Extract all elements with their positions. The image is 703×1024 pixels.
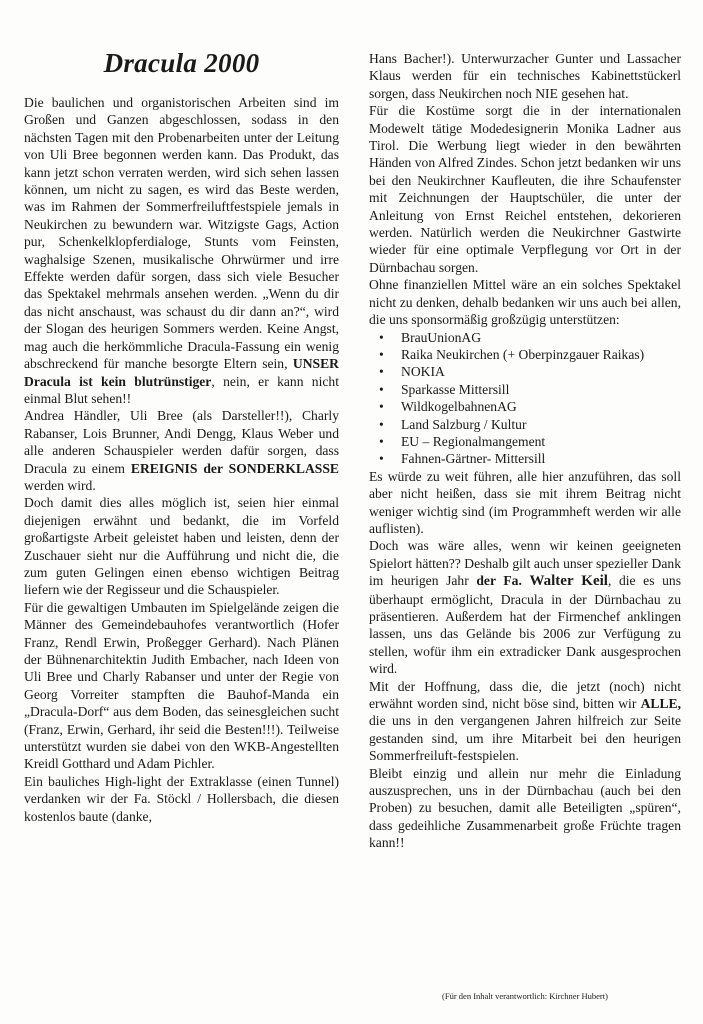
bullet-icon: • xyxy=(379,329,384,345)
sponsor-list xyxy=(369,329,681,468)
paragraph-tunnel: Ein bauliches High-light der Extraklasse (einen Tunnel) verdanken wir der Fa. Stöckl / Hollersbach, die diesen kostenlos baute (danke, xyxy=(24,773,339,824)
footer-credit: (Für den Inhalt verantwortlich: Kirchner Hubert) xyxy=(442,991,608,1001)
paragraph-thanks: Doch damit dies alles möglich ist, seien hier einmal diejenigen erwähnt und bedankt, die im Vorfeld großartigste Arbeit geleistet haben und leisten, denn der Zuschauer sieht nur die Aufführung und nicht die, die zum guten Gelingen einen ebenso wichtigen Beitrag liefern wie der Regisseur und die Schauspieler. xyxy=(24,495,339,598)
sponsor-name: BrauUnionAG xyxy=(401,329,482,345)
bullet-icon: • xyxy=(379,433,384,449)
venue-end-text: , die es uns überhaupt ermöglicht, Dracula in der Dürnbachau zu präsentieren. Außerdem hat der Firmenchef anklingen lassen, uns das Gelände bis 2006 zur Verfügung zu stellen, wofür ihm ein extradicker Dank ausgesprochen wird. xyxy=(369,573,681,677)
sponsor-name: WildkogelbahnenAG xyxy=(401,399,517,415)
bullet-icon: • xyxy=(379,451,384,467)
paragraph-hope xyxy=(369,678,681,765)
paragraph-intro xyxy=(24,94,339,407)
list-item xyxy=(379,346,681,363)
list-item xyxy=(379,398,681,415)
hope-text: Mit der Hoffnung, dass die, die jetzt (noch) nicht erwähnt worden sind, nicht böse sind, bitten wir xyxy=(369,678,681,712)
paragraph-invitation: Bleibt einzig und allein nur mehr die Einladung auszusprechen, uns in der Dürnbachau (auch bei den Proben) zu besuchen, damit alle Beteiligten „spüren“, dass gedeihliche Zusammenarbeit große Früchte tragen kann!! xyxy=(369,765,681,851)
list-item xyxy=(379,433,681,450)
venue-bold-text: der Fa. xyxy=(476,573,522,589)
venue-company-name: Walter Keil xyxy=(529,573,608,590)
sponsor-name: NOKIA xyxy=(401,364,445,380)
paragraph-cast xyxy=(24,407,339,494)
paragraph-technical: Hans Bacher!). Unterwurzacher Gunter und Lassacher Klaus werden für ein technisches Kabinettstückerl sorgen, dass Neukirchen noch NIE gesehen hat. xyxy=(369,51,681,101)
list-item xyxy=(379,450,681,467)
bullet-icon: • xyxy=(379,399,384,415)
cast-bold-text: EREIGNIS der SONDERKLASSE xyxy=(130,460,339,476)
intro-text: Die baulichen und organistorischen Arbeiten sind im Großen und Ganzen abgeschlossen, sodass in den nächsten Tagen mit den Probenarbeiten unter der Leitung von Uli Bree begonnen werden kann. Das Produkt, das kann jetzt schon verraten werden, wird sich sehen lassen können, um nicht zu sagen, es wird das Beste werden, was im Rahmen der Sommerfreiluftfestspiele jemals in Neukirchen zu bewundern war. Witzigste Gags, Action pur, Schenkelklopferdialoge, Stunts vom Feinsten, waghalsige Szenen, musikalische Ohrwürmer und irre Effekte werden dafür sorgen, dass sich viele Besucher das Spektakel mehrmals ansehen werden. „Wenn du dir das nicht anschaust, was schaust du dir dann an?“, wird der Slogan des heurigen Sommers werden. Keine Angst, mag auch die herkömmliche Dracula-Fassung ein wenig abschreckend für manche besorgte Eltern sein, xyxy=(24,95,339,372)
bullet-icon: • xyxy=(379,416,384,432)
paragraph-construction: Für die gewaltigen Umbauten im Spielgelände zeigen die Männer des Gemeindebauhofes verantwortlich (Hofer Franz, Rendl Erwin, Proßegger Gerhard). Nach Plänen der Bühnenarchitektin Judith Embacher, nach Ideen von Uli Bree und Charly Rabanser und unter der Regie von Georg Vorreiter stampften die Bauhof-Manda ein „Dracula-Dorf“ aus dem Boden, das seinesgleichen sucht (Franz, Erwin, Gerhard, ihr seid die Besten!!!). Teilweise unterstützt wurden sie dabei von den WKB-Angestellten Kreidl Gotthard und Adam Pichler. xyxy=(24,599,339,772)
list-item xyxy=(379,329,681,346)
paragraph-costumes: Für die Kostüme sorgt die in der internationalen Modewelt tätige Modedesignerin Monika Ladner aus Tirol. Die Werbung liegt wieder in den bewährten Händen von Alfred Zindes. Schon jetzt bedanken wir uns bei den Neukirchner Kaufleuten, die ihre Schaufenster mit Zeichnungen der Hauptschüler, die unter der Anleitung von Ernst Reichel entstehen, dekorieren werden. Natürlich werden die Neukirchner Gastwirte wieder für eine optimale Verpflegung vor Ort in der Dürnbachau sorgen. xyxy=(369,103,681,275)
cast-end-text: werden wird. xyxy=(24,477,96,493)
intro-bold-text: UNSER Dracula ist kein blutrünstiger xyxy=(24,356,339,389)
bullet-icon: • xyxy=(379,381,384,397)
paragraph-venue xyxy=(369,537,681,677)
bullet-icon: • xyxy=(379,364,384,380)
paragraph-programme: Es würde zu weit führen, alle hier anzuführen, das soll aber nicht heißen, dass sie mit ihrem Beitrag nicht weniger wichtig sind (im Programmheft werden wir alle auflisten). xyxy=(369,468,681,536)
sponsor-name: Fahnen-Gärtner- Mittersill xyxy=(401,451,546,467)
list-item xyxy=(379,363,681,380)
sponsor-name: Raika Neukirchen (+ Oberpinzgauer Raikas) xyxy=(401,346,645,362)
left-column-text xyxy=(24,94,339,825)
right-column-text xyxy=(369,50,681,852)
hope-end-text: die uns in den vergangenen Jahren hilfreich zur Seite gestanden sind, um ihre Mitarbeit bei den heurigen Sommerfreiluft-festspielen. xyxy=(369,713,681,764)
sponsor-name: Sparkasse Mittersill xyxy=(401,381,510,397)
intro-end-text: , nein, er kann nicht einmal Blut sehen!! xyxy=(24,373,339,406)
venue-text: Doch was wäre alles, wenn wir keinen geeigneten Spielort hätten?? Deshalb gilt auch unser spezieller Dank im heurigen Jahr xyxy=(369,538,681,589)
sponsor-name: Land Salzburg / Kultur xyxy=(401,416,527,432)
list-item xyxy=(379,416,681,433)
cast-text: Andrea Händler, Uli Bree (als Darsteller!!), Charly Rabanser, Lois Brunner, Andi Dengg, Klaus Weber und alle anderen Schauspieler werden dafür sorgen, dass Dracula zu einem xyxy=(24,408,339,476)
article-title: Dracula 2000 xyxy=(103,48,260,78)
paragraph-sponsors-intro: Ohne finanziellen Mittel wäre an ein solches Spektakel nicht zu denken, dehalb bedanken wir uns auch bei allen, die uns sponsormäßig großzügig unterstützen: xyxy=(369,277,681,328)
sponsor-name: EU – Regionalmangement xyxy=(401,433,546,449)
hope-bold-text: ALLE, xyxy=(640,696,681,712)
bullet-icon: • xyxy=(379,346,384,362)
list-item xyxy=(379,381,681,398)
